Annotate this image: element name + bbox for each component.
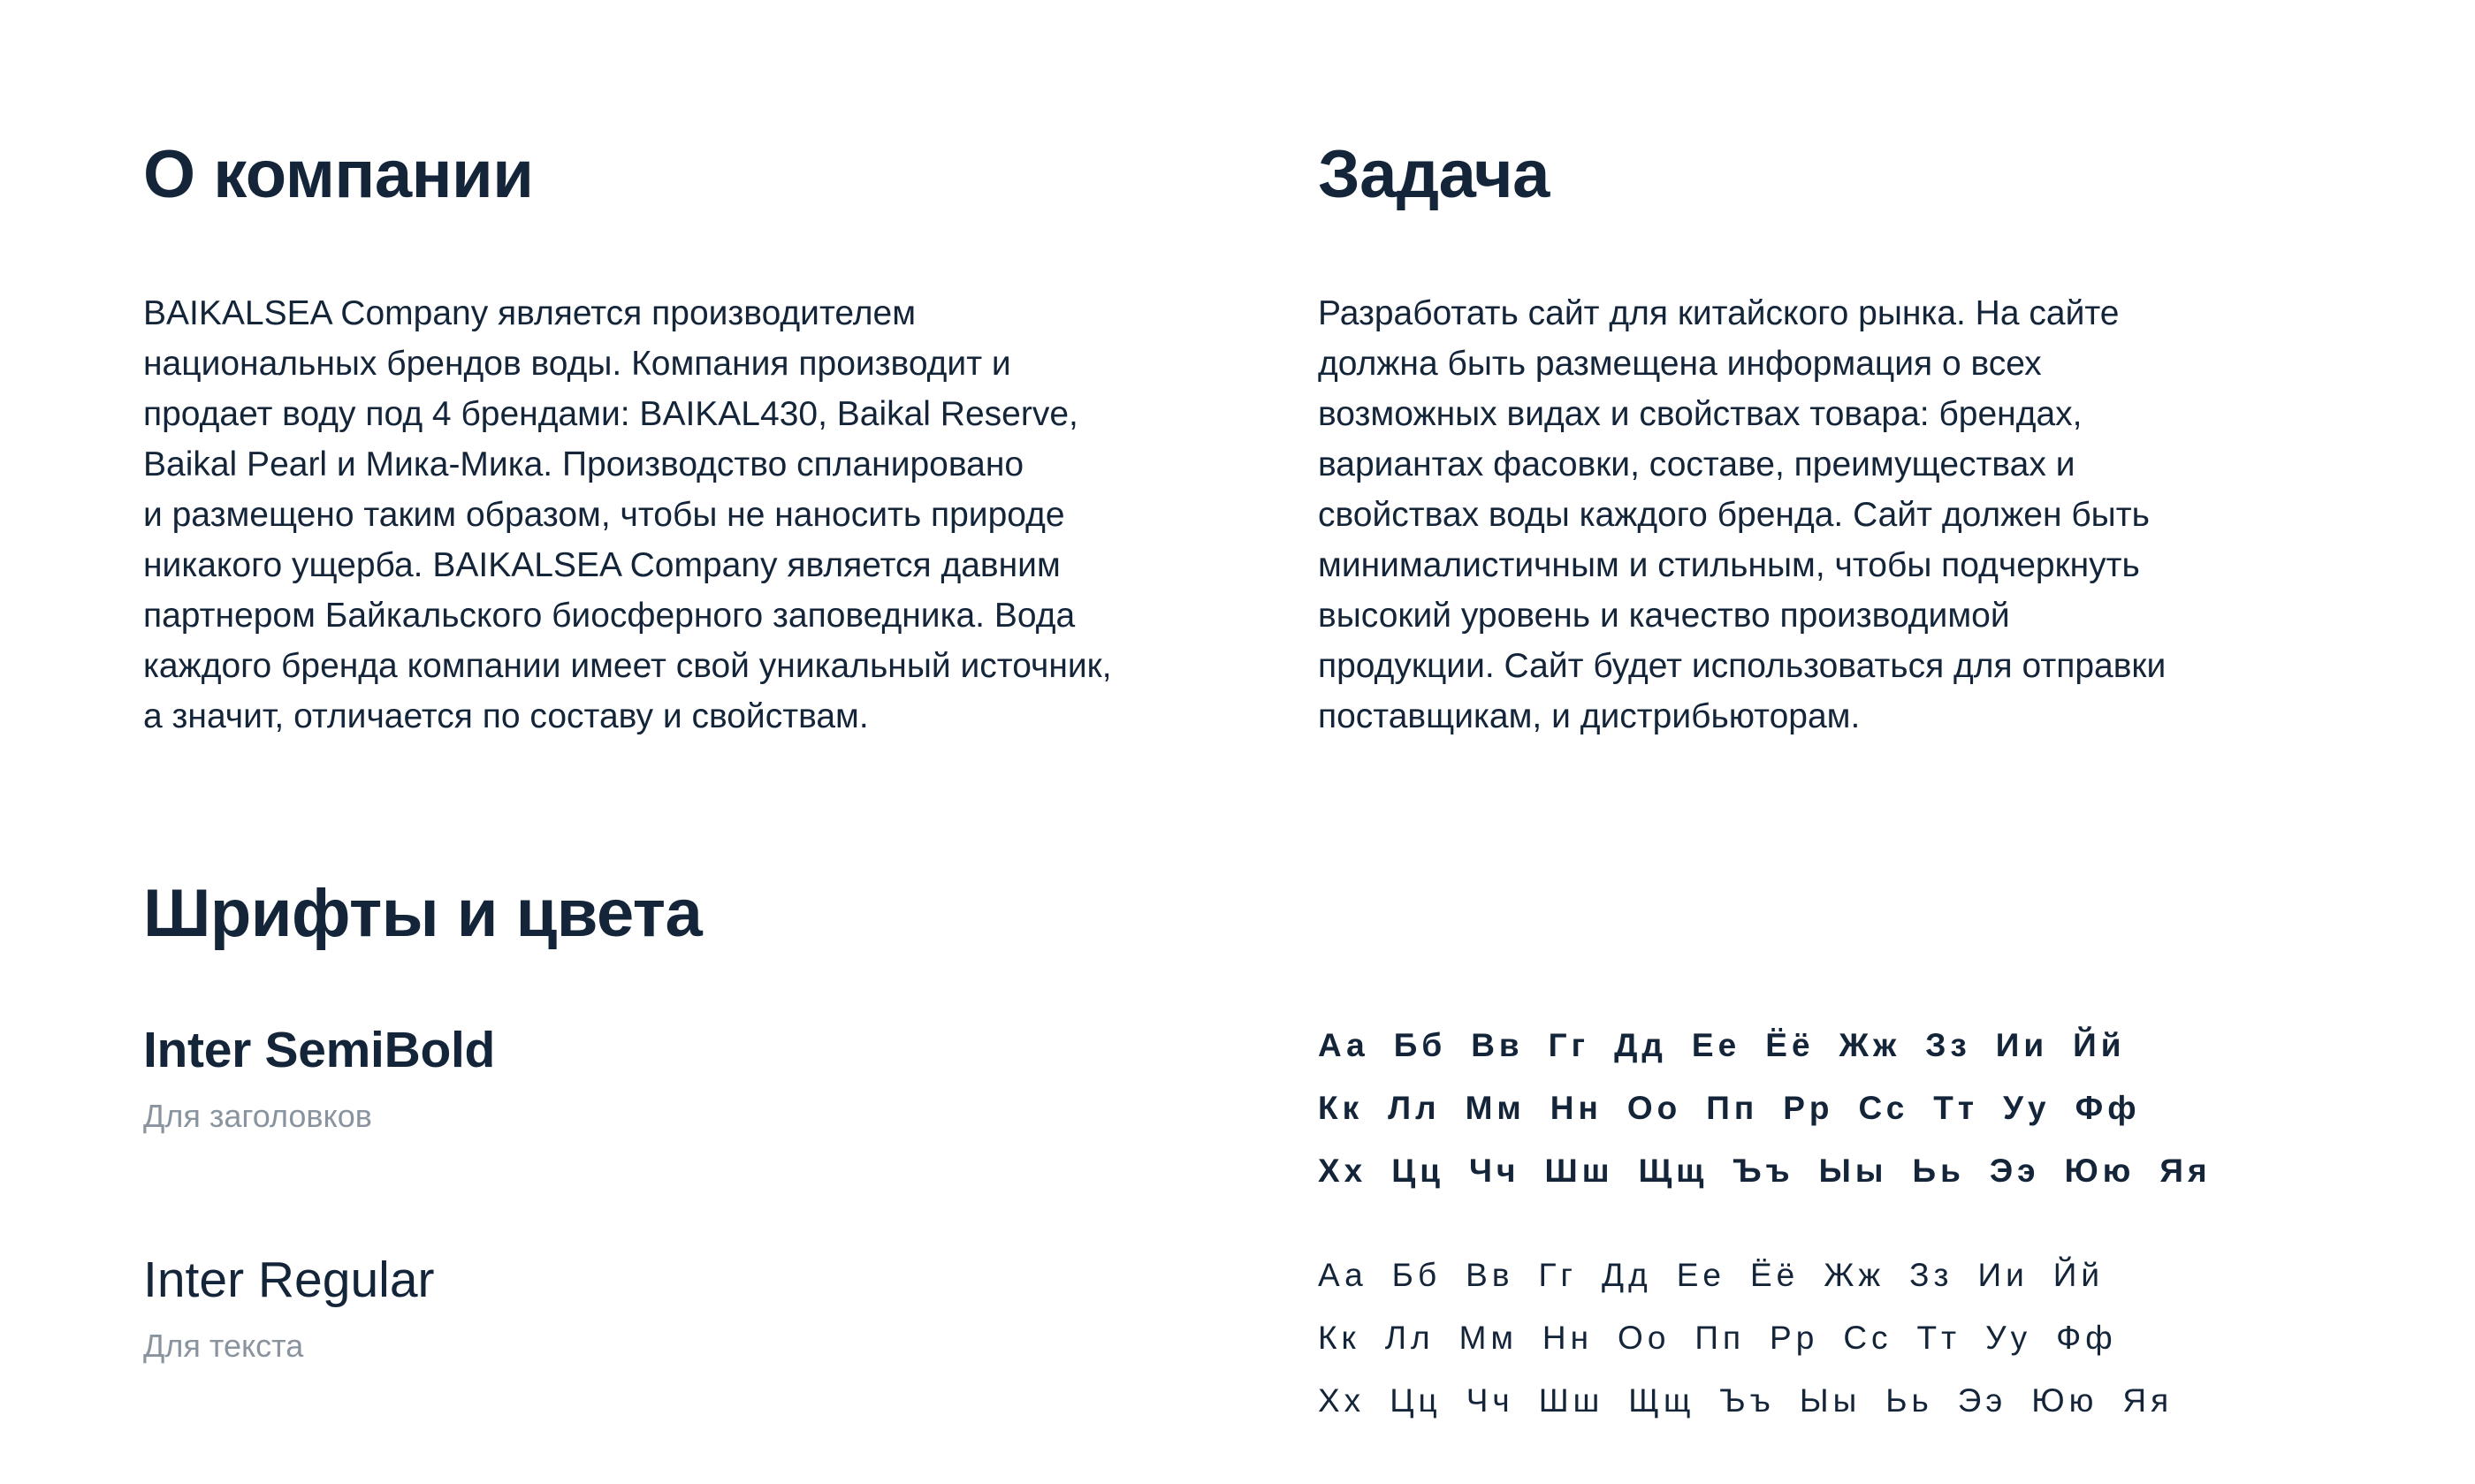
alphabet-row xyxy=(1318,1321,2343,1354)
about-line: а значит, отличается по составу и свойствам. xyxy=(143,697,869,735)
alphabet-letter: Ии xyxy=(1995,1027,2049,1063)
task-line: Разработать сайт для китайского рынка. На сайте xyxy=(1318,294,2120,332)
alphabet-letter: Йй xyxy=(2073,1027,2126,1063)
alphabet-bold-sample xyxy=(1318,1029,2343,1187)
alphabet-row xyxy=(1318,1092,2343,1124)
alphabet-letter: Дд xyxy=(1602,1257,1652,1293)
fonts-section xyxy=(143,876,1239,951)
alphabet-letter: Яя xyxy=(2159,1153,2212,1189)
task-line: поставщикам, и дистрибьюторам. xyxy=(1318,697,1861,735)
task-title: Задача xyxy=(1318,137,1550,212)
alphabet-letter: Зз xyxy=(1925,1027,1971,1063)
alphabet-letter: Тт xyxy=(1916,1320,1961,1356)
alphabet-letter: Цц xyxy=(1390,1382,1442,1419)
alphabet-letter: Хх xyxy=(1318,1382,1366,1419)
alphabet-letter: Ьь xyxy=(1912,1153,1965,1189)
about-line: и размещено таким образом, чтобы не наносить природе xyxy=(143,496,1065,534)
alphabet-letter: Кк xyxy=(1318,1320,1360,1356)
alphabet-letter: Вв xyxy=(1466,1257,1514,1293)
font-regular-note: Для текста xyxy=(143,1328,304,1364)
task-text xyxy=(1318,288,2343,742)
alphabet-letter: Чч xyxy=(1469,1153,1520,1189)
alphabet-letter: Ээ xyxy=(1957,1382,2007,1419)
alphabet-letter: Ее xyxy=(1691,1027,1741,1063)
alphabet-letter: Ъъ xyxy=(1719,1382,1775,1419)
alphabet-letter: Мм xyxy=(1458,1320,1518,1356)
alphabet-letter: Хх xyxy=(1318,1153,1367,1189)
alphabet-letter: Аа xyxy=(1318,1027,1369,1063)
alphabet-letter: Гг xyxy=(1548,1027,1590,1063)
font-regular-name: Inter Regular xyxy=(143,1252,435,1308)
task-line: свойствах воды каждого бренда. Сайт должен быть xyxy=(1318,496,2150,534)
alphabet-letter: Бб xyxy=(1393,1027,1447,1063)
font-regular-spec xyxy=(143,1252,1239,1364)
task-line: высокий уровень и качество производимой xyxy=(1318,597,2010,635)
alphabet-letter: Ее xyxy=(1676,1257,1725,1293)
alphabet-letter: Цц xyxy=(1391,1153,1445,1189)
alphabet-row xyxy=(1318,1384,2343,1417)
alphabet-letter: Йй xyxy=(2052,1257,2104,1293)
fonts-title: Шрифты и цвета xyxy=(143,876,703,951)
alphabet-letter: Ёё xyxy=(1749,1257,1800,1293)
alphabet-regular-sample xyxy=(1318,1259,2343,1417)
alphabet-letter: Юю xyxy=(2064,1153,2136,1189)
alphabet-letter: Ёё xyxy=(1765,1027,1815,1063)
alphabet-letter: Пп xyxy=(1694,1320,1746,1356)
alphabet-letter: Бб xyxy=(1391,1257,1442,1293)
task-line: минималистичным и стильным, чтобы подчеркнуть xyxy=(1318,546,2140,584)
about-line: продает воду под 4 брендами: BAIKAL430, Baikal Reserve, xyxy=(143,395,1078,433)
task-line: должна быть размещена информация о всех xyxy=(1318,345,2042,383)
alphabet-row xyxy=(1318,1029,2343,1062)
alphabet-letter: Юю xyxy=(2031,1382,2098,1419)
alphabet-letter: Щщ xyxy=(1628,1382,1695,1419)
font-semibold-name: Inter SemiBold xyxy=(143,1022,496,1078)
alphabet-letter: Нн xyxy=(1550,1090,1603,1126)
task-line: возможных видах и свойствах товара: брендах, xyxy=(1318,395,2083,433)
alphabet-letter: Сс xyxy=(1843,1320,1892,1356)
task-line: продукции. Сайт будет использоваться для отправки xyxy=(1318,647,2167,685)
alphabet-letter: Ии xyxy=(1977,1257,2029,1293)
alphabet-letter: Рр xyxy=(1783,1090,1834,1126)
alphabet-letter: Дд xyxy=(1614,1027,1667,1063)
alphabet-letter: Ыы xyxy=(1799,1382,1862,1419)
alphabet-row xyxy=(1318,1154,2343,1187)
alphabet-letter: Лл xyxy=(1384,1320,1435,1356)
alphabet-letter: Оо xyxy=(1626,1090,1682,1126)
alphabet-letter: Зз xyxy=(1909,1257,1953,1293)
alphabet-letter: Уу xyxy=(1985,1320,2032,1356)
font-semibold-spec xyxy=(143,1022,1239,1134)
about-title: О компании xyxy=(143,137,534,212)
alphabet-letter: Уу xyxy=(2003,1090,2051,1126)
task-line: вариантах фасовки, составе, преимуществах и xyxy=(1318,445,2075,483)
about-line: BAIKALSEA Company является производителем xyxy=(143,294,917,332)
alphabet-letter: Жж xyxy=(1839,1027,1901,1063)
alphabet-letter: Яя xyxy=(2122,1382,2174,1419)
alphabet-letter: Шш xyxy=(1544,1153,1614,1189)
alphabet-row xyxy=(1318,1259,2343,1291)
alphabet-letter: Жж xyxy=(1824,1257,1885,1293)
about-section xyxy=(143,137,1239,742)
about-line: партнером Байкальского биосферного заповедника. Вода xyxy=(143,597,1076,635)
alphabet-letter: Щщ xyxy=(1638,1153,1709,1189)
task-section xyxy=(1318,137,2343,742)
about-line: Baikal Pearl и Мика-Мика. Производство спланировано xyxy=(143,445,1024,483)
alphabet-letter: Лл xyxy=(1388,1090,1441,1126)
alphabet-letter: Шш xyxy=(1538,1382,1604,1419)
alphabet-letter: Оо xyxy=(1618,1320,1671,1356)
alphabet-letter: Ээ xyxy=(1989,1153,2040,1189)
alphabet-letter: Вв xyxy=(1471,1027,1524,1063)
about-line: каждого бренда компании имеет свой уникальный источник, xyxy=(143,647,1112,685)
alphabet-letter: Мм xyxy=(1465,1090,1526,1126)
alphabet-letter: Нн xyxy=(1542,1320,1594,1356)
about-text xyxy=(143,288,1239,742)
about-line: никакого ущерба. BAIKALSEA Company является давним xyxy=(143,546,1061,584)
alphabet-letter: Фф xyxy=(2075,1090,2141,1126)
alphabet-letter: Аа xyxy=(1318,1257,1367,1293)
about-line: национальных брендов воды. Компания производит и xyxy=(143,345,1011,383)
alphabet-letter: Ыы xyxy=(1818,1153,1888,1189)
alphabet-letter: Пп xyxy=(1706,1090,1759,1126)
font-semibold-note: Для заголовков xyxy=(143,1098,372,1134)
alphabet-letter: Тт xyxy=(1933,1090,1979,1126)
alphabet-letter: Фф xyxy=(2056,1320,2117,1356)
alphabet-letter: Рр xyxy=(1770,1320,1819,1356)
alphabet-letter: Сс xyxy=(1858,1090,1909,1126)
alphabet-letter: Чч xyxy=(1466,1382,1514,1419)
alphabet-letter: Кк xyxy=(1318,1090,1364,1126)
alphabet-letter: Ьь xyxy=(1885,1382,1933,1419)
alphabet-letter: Гг xyxy=(1538,1257,1578,1293)
alphabet-letter: Ъъ xyxy=(1732,1153,1794,1189)
